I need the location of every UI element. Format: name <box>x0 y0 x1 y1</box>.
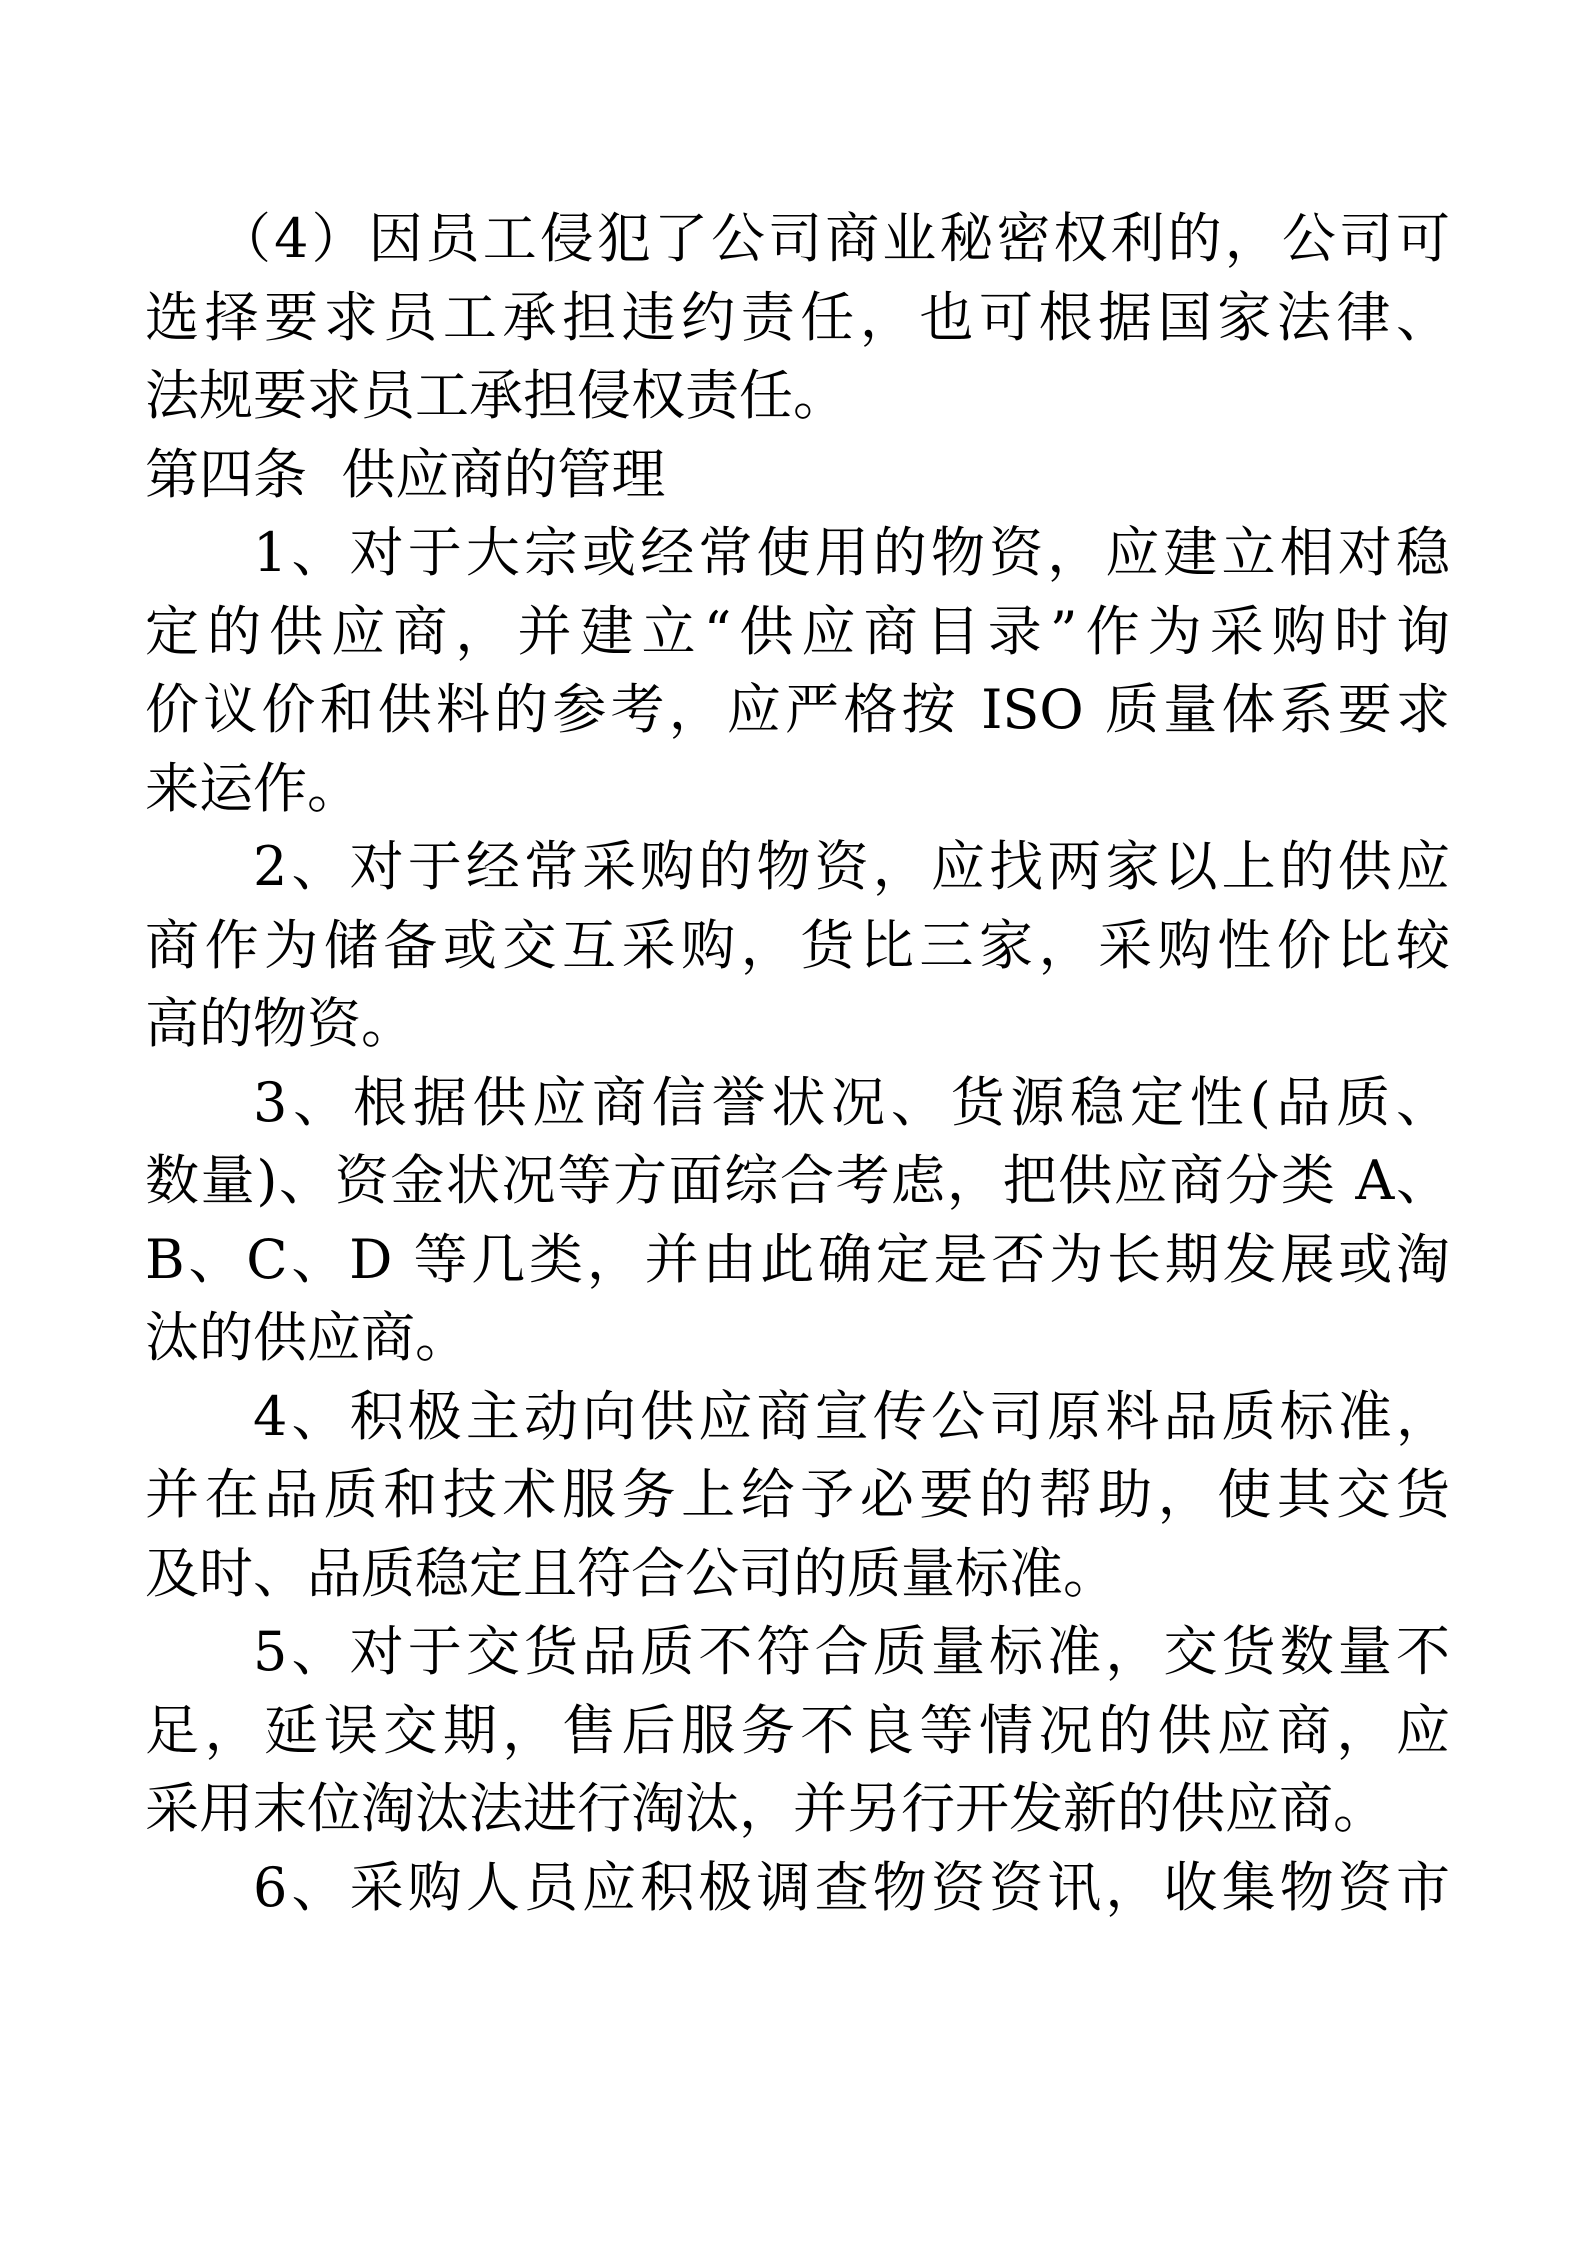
paragraph-item-2 <box>145 828 1450 1064</box>
paragraph-item-3 <box>145 1064 1450 1378</box>
text-line: 5、对于交货品质不符合质量标准，交货数量不 <box>253 1620 1450 1683</box>
text-line: 来运作。 <box>145 756 361 820</box>
text-line: 商作为储备或交互采购，货比三家，采购性价比较 <box>145 913 1450 977</box>
paragraph-item-6 <box>145 1849 1450 1928</box>
article-heading <box>145 436 1450 515</box>
text-line: 并在品质和技术服务上给予必要的帮助，使其交货 <box>145 1463 1450 1526</box>
paragraph-item-4 <box>145 1378 1450 1614</box>
text-line: 数量)、资金状况等方面综合考虑，把供应商分类 A、 <box>145 1149 1450 1212</box>
document-page <box>145 200 1450 1927</box>
text-line: 法规要求员工承担侵权责任。 <box>145 364 847 427</box>
paragraph-item-5 <box>145 1613 1450 1849</box>
text-line: 价议价和供料的参考，应严格按 ISO 质量体系要求 <box>145 678 1450 741</box>
paragraph-clause-4 <box>145 200 1450 436</box>
text-line: 4、积极主动向供应商宣传公司原料品质标准， <box>253 1384 1450 1448</box>
text-line: 6、采购人员应积极调查物资资讯，收集物资市 <box>253 1855 1450 1919</box>
text-line: 汰的供应商。 <box>145 1306 469 1369</box>
text-line: B、C、D 等几类，并由此确定是否为长期发展或淘 <box>145 1227 1450 1291</box>
paragraph-item-1 <box>145 514 1450 828</box>
text-line: 1、对于大宗或经常使用的物资，应建立相对稳 <box>253 521 1450 584</box>
section-heading: 第四条 供应商的管理 <box>145 442 666 506</box>
text-line: （4）因员工侵犯了公司商业秘密权利的，公司可 <box>217 207 1450 270</box>
text-line: 3、根据供应商信誉状况、货源稳定性(品质、 <box>253 1070 1450 1134</box>
text-line: 选择要求员工承担违约责任，也可根据国家法律、 <box>145 285 1450 349</box>
text-line: 2、对于经常采购的物资，应找两家以上的供应 <box>253 835 1450 898</box>
text-line: 及时、品质稳定且符合公司的质量标准。 <box>145 1541 1117 1605</box>
text-line: 定的供应商，并建立“供应商目录”作为采购时询 <box>145 599 1450 663</box>
text-line: 足，延误交期，售后服务不良等情况的供应商，应 <box>145 1698 1450 1762</box>
text-line: 采用末位淘汰法进行淘汰，并另行开发新的供应商。 <box>145 1777 1387 1840</box>
text-line: 高的物资。 <box>145 992 415 1055</box>
